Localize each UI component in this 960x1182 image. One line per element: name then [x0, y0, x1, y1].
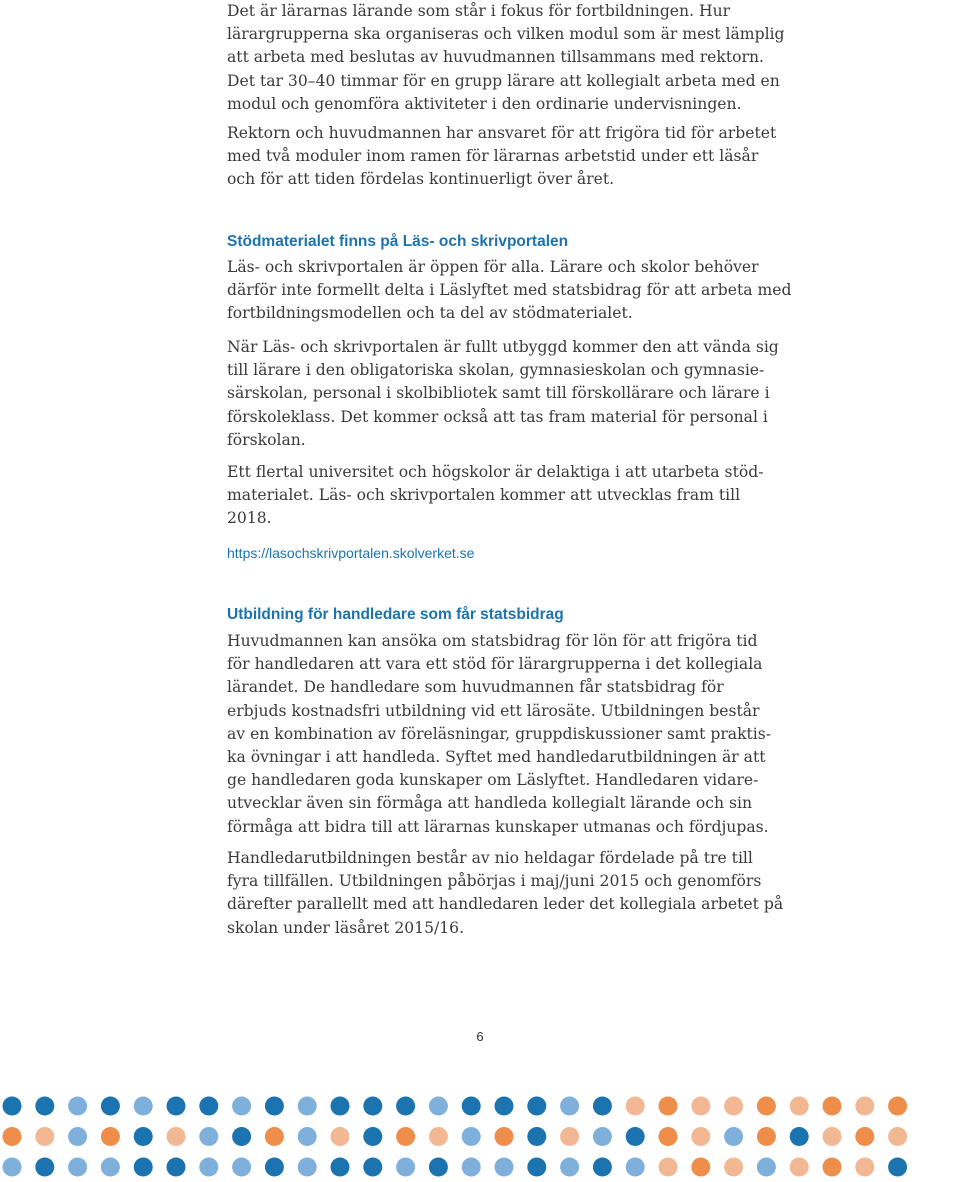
decorative-dot — [626, 1097, 645, 1116]
intro-paragraph — [227, 0, 785, 116]
support-paragraph-3 — [227, 461, 764, 531]
decorative-dot — [199, 1097, 218, 1116]
text-line: Huvudmannen kan ansöka om statsbidrag för lön för att frigöra tid — [227, 632, 758, 650]
decorative-dot — [35, 1127, 54, 1146]
text-line: Läs- och skrivportalen är öppen för alla. Lärare och skolor behöver — [227, 258, 759, 276]
decorative-dot — [527, 1158, 546, 1177]
training-paragraph-1 — [227, 630, 772, 839]
decorative-dot — [691, 1097, 710, 1116]
decorative-dot — [560, 1158, 579, 1177]
decorative-dot — [724, 1158, 743, 1177]
text-line: därför inte formellt delta i Läslyftet med statsbidrag för att arbeta med — [227, 281, 792, 300]
text-line: modul och genomföra aktiviteter i den ordinarie undervisningen. — [227, 94, 742, 113]
text-line: att arbeta med beslutas av huvudmannen tillsammans med rektorn. — [227, 48, 764, 67]
decorative-dot — [659, 1097, 678, 1116]
decorative-dot — [823, 1097, 842, 1116]
training-section-heading: Utbildning för handledare som får statsbidrag — [227, 606, 564, 623]
decorative-dot — [527, 1097, 546, 1116]
decorative-dot — [167, 1127, 186, 1146]
decorative-dot — [35, 1097, 54, 1116]
decorative-dot — [298, 1127, 317, 1146]
decorative-dot — [232, 1097, 251, 1116]
decorative-dot — [790, 1127, 809, 1146]
decorative-dot — [429, 1097, 448, 1116]
decorative-dot — [626, 1127, 645, 1146]
decorative-dot — [101, 1097, 120, 1116]
decorative-dot — [167, 1097, 186, 1116]
decorative-dot — [3, 1097, 22, 1116]
text-line: Det är lärarnas lärande som står i fokus för fortbildningen. Hur — [227, 2, 731, 20]
decorative-dot — [757, 1097, 776, 1116]
decorative-dot — [396, 1097, 415, 1116]
text-line: 2018. — [227, 509, 272, 528]
decorative-dot — [68, 1127, 87, 1146]
text-line: När Läs- och skrivportalen är fullt utbyggd kommer den att vända sig — [227, 338, 779, 356]
decorative-dot — [429, 1158, 448, 1177]
decorative-dot — [134, 1127, 153, 1146]
text-line: ge handledaren goda kunskaper om Läslyftet. Handledaren vidare- — [227, 771, 759, 790]
text-line: förskolan. — [227, 430, 306, 449]
decorative-dot — [790, 1097, 809, 1116]
decorative-dot — [134, 1097, 153, 1116]
text-line: erbjuds kostnadsfri utbildning vid ett lärosäte. Utbildningen består — [227, 701, 760, 720]
decorative-dot — [363, 1158, 382, 1177]
decorative-dot — [560, 1127, 579, 1146]
decorative-dot — [298, 1158, 317, 1177]
decorative-dot — [101, 1158, 120, 1177]
text-line: av en kombination av föreläsningar, gruppdiskussioner samt praktis- — [227, 724, 772, 743]
decorative-dot — [626, 1158, 645, 1177]
decorative-dot — [888, 1097, 907, 1116]
decorative-dot — [462, 1127, 481, 1146]
decorative-dot — [232, 1158, 251, 1177]
decorative-dot — [35, 1158, 54, 1177]
decorative-dot — [855, 1127, 874, 1146]
text-line: förskoleklass. Det kommer också att tas fram material för personal i — [227, 407, 768, 426]
decorative-dot — [363, 1127, 382, 1146]
decorative-dot — [3, 1158, 22, 1177]
text-line: materialet. Läs- och skrivportalen kommer att utvecklas fram till — [227, 486, 741, 505]
decorative-dot — [298, 1097, 317, 1116]
decorative-dot — [888, 1127, 907, 1146]
training-paragraph-2 — [227, 847, 784, 940]
decorative-dot — [855, 1097, 874, 1116]
text-line: Ett flertal universitet och högskolor är delaktiga i att utarbeta stöd- — [227, 463, 764, 481]
decorative-dot — [495, 1158, 514, 1177]
decorative-dot — [855, 1158, 874, 1177]
decorative-dot — [659, 1127, 678, 1146]
text-line: fyra tillfällen. Utbildningen påbörjas i maj/juni 2015 och genomförs — [227, 872, 762, 891]
text-line: lärargrupperna ska organiseras och vilken modul som är mest lämplig — [227, 25, 785, 44]
decorative-dot — [331, 1158, 350, 1177]
decorative-dot — [265, 1127, 284, 1146]
decorative-dot — [429, 1127, 448, 1146]
text-line: och för att tiden fördelas kontinuerligt över året. — [227, 170, 615, 189]
decorative-dot — [593, 1158, 612, 1177]
decorative-dot — [757, 1158, 776, 1177]
text-line: ka övningar i att handleda. Syftet med handledarutbildningen är att — [227, 748, 766, 767]
decorative-dot — [462, 1158, 481, 1177]
text-line: Rektorn och huvudmannen har ansvaret för att frigöra tid för arbetet — [227, 124, 777, 142]
portal-link[interactable]: https://lasochskrivportalen.skolverket.se — [227, 545, 475, 561]
decorative-dot — [134, 1158, 153, 1177]
text-line: fortbildningsmodellen och ta del av stödmaterialet. — [227, 304, 633, 323]
decorative-dot — [527, 1127, 546, 1146]
decorative-dot — [724, 1097, 743, 1116]
responsibility-paragraph — [227, 122, 777, 192]
text-line: lärandet. De handledare som huvudmannen får statsbidrag för — [227, 678, 724, 697]
decorative-dot — [593, 1127, 612, 1146]
text-line: för handledaren att vara ett stöd för lärargrupperna i det kollegiala — [227, 655, 763, 674]
decorative-dot — [101, 1127, 120, 1146]
decorative-dot — [823, 1158, 842, 1177]
text-line: till lärare i den obligatoriska skolan, gymnasieskolan och gymnasie- — [227, 361, 765, 380]
page-number: 6 — [476, 1029, 484, 1044]
decorative-dot — [331, 1127, 350, 1146]
text-line: förmåga att bidra till att lärarnas kunskaper utmanas och fördjupas. — [227, 817, 769, 836]
decorative-dot — [495, 1097, 514, 1116]
text-line: Det tar 30–40 timmar för en grupp lärare att kollegialt arbeta med en — [227, 71, 780, 90]
decorative-dot — [363, 1097, 382, 1116]
support-paragraph-1 — [227, 256, 792, 326]
decorative-dot — [396, 1158, 415, 1177]
decorative-dot — [593, 1097, 612, 1116]
decorative-dot — [724, 1127, 743, 1146]
decorative-dot — [265, 1097, 284, 1116]
decorative-dot — [331, 1097, 350, 1116]
decorative-dot — [199, 1158, 218, 1177]
decorative-dot — [757, 1127, 776, 1146]
text-line: med två moduler inom ramen för lärarnas arbetstid under ett läsår — [227, 147, 759, 166]
decorative-dot — [232, 1127, 251, 1146]
support-section-heading: Stödmaterialet finns på Läs- och skrivportalen — [227, 233, 569, 250]
decorative-dot — [396, 1127, 415, 1146]
decorative-dot — [560, 1097, 579, 1116]
text-line: utvecklar även sin förmåga att handleda kollegialt lärande och sin — [227, 794, 753, 813]
decorative-dot — [691, 1127, 710, 1146]
text-line: särskolan, personal i skolbibliotek samt till förskollärare och lärare i — [227, 384, 770, 403]
decorative-dot-pattern — [0, 1090, 960, 1182]
text-line: skolan under läsåret 2015/16. — [227, 918, 465, 937]
text-line: Handledarutbildningen består av nio heldagar fördelade på tre till — [227, 849, 753, 867]
decorative-dot — [495, 1127, 514, 1146]
decorative-dot — [888, 1158, 907, 1177]
text-line: därefter parallellt med att handledaren leder det kollegiala arbetet på — [227, 895, 784, 914]
decorative-dot — [691, 1158, 710, 1177]
decorative-dot — [68, 1097, 87, 1116]
decorative-dot — [462, 1097, 481, 1116]
decorative-dot — [265, 1158, 284, 1177]
decorative-dot — [659, 1158, 678, 1177]
decorative-dot — [167, 1158, 186, 1177]
decorative-dot — [199, 1127, 218, 1146]
decorative-dot — [823, 1127, 842, 1146]
decorative-dot — [68, 1158, 87, 1177]
support-paragraph-2 — [227, 336, 779, 452]
decorative-dot — [790, 1158, 809, 1177]
decorative-dot — [3, 1127, 22, 1146]
